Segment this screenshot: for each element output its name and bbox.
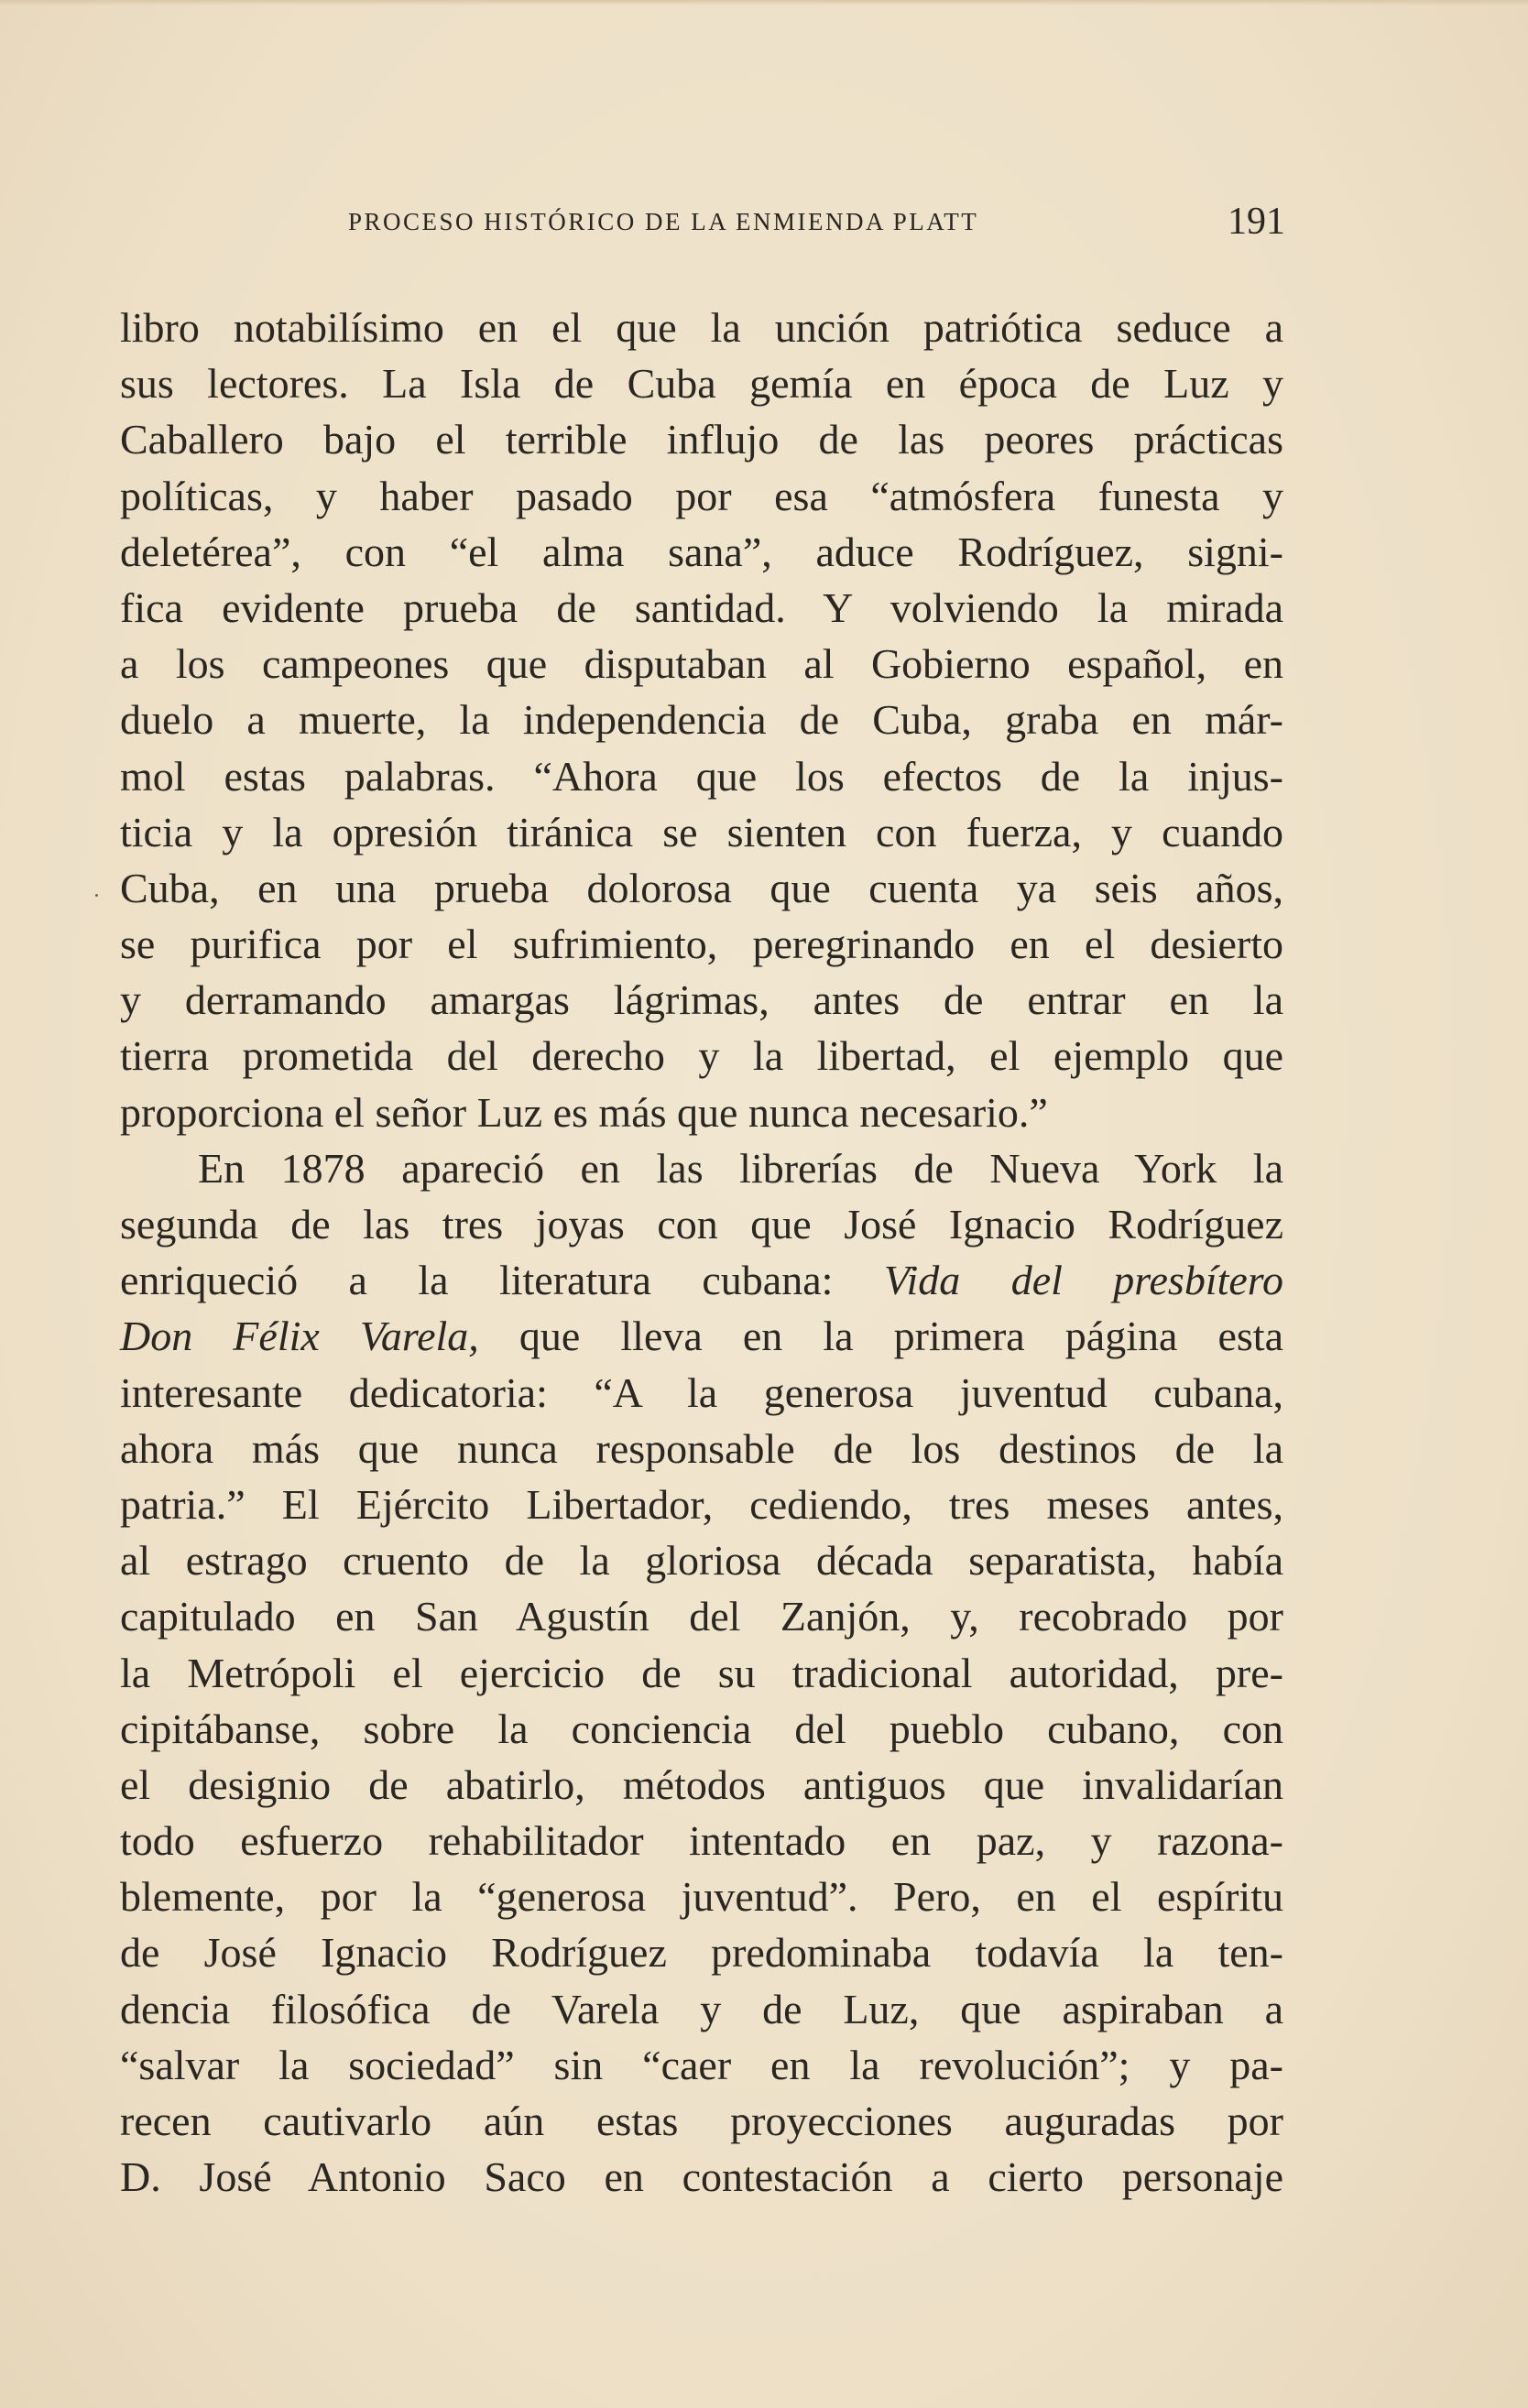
- paper-speck: [95, 894, 98, 897]
- text-line: capitulado en San Agustín del Zanjón, y, recobrado por: [120, 1593, 1283, 1640]
- text-line: dencia filosófica de Varela y de Luz, que aspiraban a: [120, 1985, 1283, 2032]
- text-line: tierra prometida del derecho y la libertad, el ejemplo que: [120, 1032, 1283, 1080]
- text-line: el designio de abatirlo, métodos antiguos que invalidarían: [120, 1760, 1283, 1808]
- text-line: todo esfuerzo rehabilitador intentado en paz, y razona-: [120, 1817, 1283, 1865]
- text-line: políticas, y haber pasado por esa “atmósfera funesta y: [120, 472, 1283, 519]
- text-line: la Metrópoli el ejercicio de su tradicional autoridad, pre-: [120, 1649, 1283, 1696]
- text-line: ahora más que nunca responsable de los destinos de la: [120, 1424, 1283, 1472]
- text-line: a los campeones que disputaban al Gobierno español, en: [120, 640, 1283, 688]
- text-line: Caballero bajo el terrible influjo de las peores prácticas: [120, 416, 1283, 463]
- text-line: y derramando amargas lágrimas, antes de entrar en la: [120, 976, 1283, 1024]
- book-title-italic: Don Félix Varela,: [120, 1313, 479, 1360]
- text-line: blemente, por la “generosa juventud”. Pero, en el espíritu: [120, 1873, 1283, 1921]
- text-line: Cuba, en una prueba dolorosa que cuenta ya seis años,: [120, 864, 1283, 911]
- text-segment: que lleva en la primera página esta: [478, 1313, 1284, 1360]
- page-number: 191: [1228, 201, 1285, 243]
- book-title-italic: Vida del presbítero: [883, 1257, 1283, 1304]
- text-line: patria.” El Ejército Libertador, cediendo, tres meses antes,: [120, 1480, 1283, 1528]
- text-line: ticia y la opresión tiránica se sienten con fuerza, y cuando: [120, 808, 1283, 855]
- text-line: D. José Antonio Saco en contestación a cierto personaje: [120, 2153, 1283, 2201]
- running-title: PROCESO HISTÓRICO DE LA ENMIENDA PLATT: [348, 208, 979, 235]
- text-line: se purifica por el sufrimiento, peregrinando en el desierto: [120, 921, 1283, 968]
- text-line: cipitábanse, sobre la conciencia del pueblo cubano, con: [120, 1705, 1283, 1752]
- text-line: [120, 1308, 1283, 1364]
- body-text: [120, 300, 1283, 2205]
- page-top-edge: [0, 0, 1528, 5]
- text-segment: enriqueció a la literatura cubana:: [120, 1257, 884, 1304]
- text-line: segunda de las tres joyas con que José Ignacio Rodríguez: [120, 1201, 1283, 1248]
- text-line: mol estas palabras. “Ahora que los efectos de la injus-: [120, 752, 1283, 800]
- text-line: recen cautivarlo aún estas proyecciones auguradas por: [120, 2097, 1283, 2144]
- text-line: En 1878 apareció en las librerías de Nueva York la: [198, 1144, 1283, 1192]
- text-line: “salvar la sociedad” sin “caer en la revolución”; y pa-: [120, 2041, 1283, 2088]
- text-line: [120, 1252, 1283, 1308]
- text-line: proporciona el señor Luz es más que nunca necesario.”: [120, 1088, 1048, 1136]
- text-line: interesante dedicatoria: “A la generosa juventud cubana,: [120, 1368, 1283, 1416]
- text-line: fica evidente prueba de santidad. Y volviendo la mirada: [120, 583, 1283, 631]
- text-line: libro notabilísimo en el que la unción patriótica seduce a: [120, 304, 1283, 351]
- text-line: duelo a muerte, la independencia de Cuba, graba en már-: [120, 696, 1283, 744]
- text-line: de José Ignacio Rodríguez predominaba todavía la ten-: [120, 1929, 1283, 1977]
- text-line: al estrago cruento de la gloriosa década separatista, había: [120, 1537, 1283, 1585]
- text-line: sus lectores. La Isla de Cuba gemía en época de Luz y: [120, 360, 1283, 408]
- text-line: deletérea”, con “el alma sana”, aduce Rodríguez, signi-: [120, 528, 1283, 575]
